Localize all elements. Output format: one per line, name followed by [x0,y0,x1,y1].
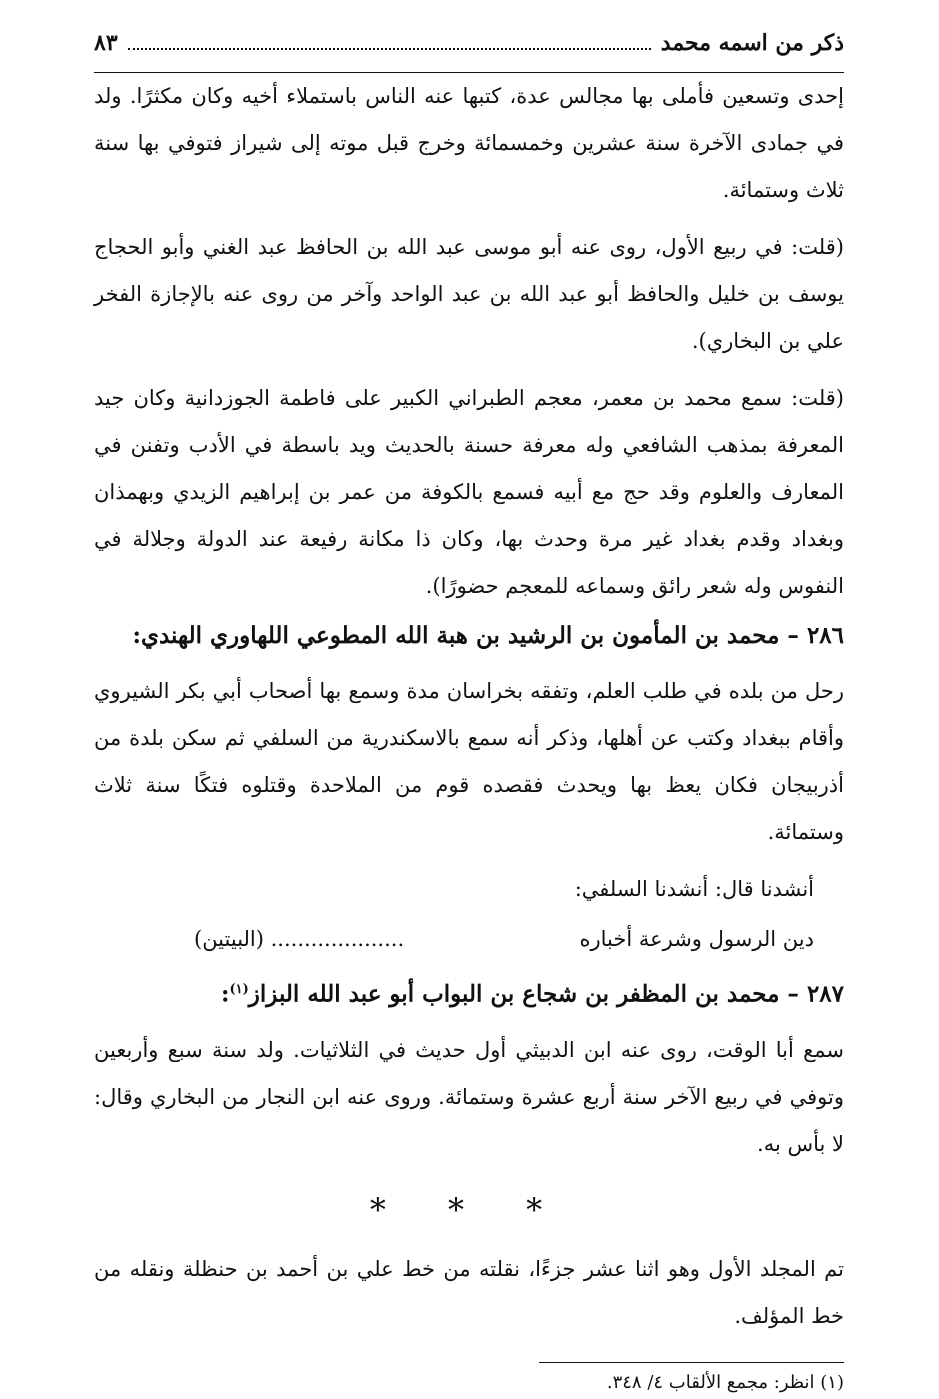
entry-287-heading-text: ٢٨٧ – محمد بن المظفر بن شجاع بن البواب أبو عبد الله البزاز [248,980,844,1008]
page-number: ٨٣ [94,30,118,56]
verse-first-hemistich: دين الرسول وشرعة أخباره [579,927,814,951]
running-head-title: ذكر من اسمه محمد [660,30,844,56]
verse-line [94,914,844,964]
entry-286-body: رحل من بلده في طلب العلم، وتفقه بخراسان مدة وسمع بها أصحاب أبي بكر الشيروي وأقام ببغداد وكتب عن أهلها، وذكر أنه سمع بالاسكندرية من السلفي ثم سكن بلدة من أذربيجان فكان يعظ بها ويحدث فقصده قوم من الملاحدة وقتلوه فتكًا سنة ثلاث وستمائة. [94,679,844,844]
entry-286-heading: ٢٨٦ – محمد بن المأمون بن الرشيد بن هبة الله المطوعي اللهاوري الهندي: [132,622,844,649]
paragraph-note-2: (قلت: سمع محمد بن معمر، معجم الطبراني الكبير على فاطمة الجوزدانية وكان جيد المعرفة بمذهب الشافعي وله معرفة حسنة بالحديث ويد باسطة في الأدب وتفنن في المعارف والعلوم وقد حج مع أبيه فسمع بالكوفة من عمر بن إبراهيم الزيدي وبهمذان وبغداد وقدم بغداد غير مرة وحدث بها، وكان ذا مكانة رفيعة عند الدولة وجلالة في النفوس وله شعر رائق وسماعه للمعجم حضورًا). [94,386,844,598]
verse-second-hemistich: .................... (البيتين) [194,927,405,951]
running-head [94,30,844,73]
footnote-rule [539,1362,844,1363]
entry-287-heading-colon: : [221,980,230,1008]
colophon: تم المجلد الأول وهو اثنا عشر جزءًا، نقلته من خط علي بن أحمد بن حنظلة ونقله من خط المؤلف. [94,1256,844,1328]
section-separator: * * * [369,1190,569,1229]
leader-dots [128,48,651,50]
paragraph-note-1: (قلت: في ربيع الأول، روى عنه أبو موسى عبد الله بن الحافظ عبد الغني وأبو الحجاج يوسف بن خليل والحافظ أبو عبد الله بن عبد الواحد وآخر من روى عنه بالإجازة الفخر علي بن البخاري). [94,235,844,353]
footnote: (١) انظر: مجمع الألقاب ٤/ ٣٤٨. [606,1371,844,1393]
entry-287-body: سمع أبا الوقت، روى عنه ابن الدبيثي أول حديث في الثلاثيات. ولد سنة سبع وأربعين وتوفي في ربيع الآخر سنة أربع عشرة وستمائة. وروى عنه ابن النجار من البخاري وقال: لا بأس به. [94,1037,844,1156]
verse-intro: أنشدنا قال: أنشدنا السلفي: [574,877,814,901]
footnote-marker: (١) [229,982,249,997]
book-page [94,30,844,1399]
paragraph-continuation: إحدى وتسعين فأملى بها مجالس عدة، كتبها عنه الناس باستملاء أخيه وكان مكثرًا. ولد في جمادى الآخرة سنة عشرين وخمسمائة وخرج قبل موته إلى شيراز فتوفي بها سنة ثلاث وستمائة. [94,84,844,202]
entry-287-heading [94,966,844,1019]
